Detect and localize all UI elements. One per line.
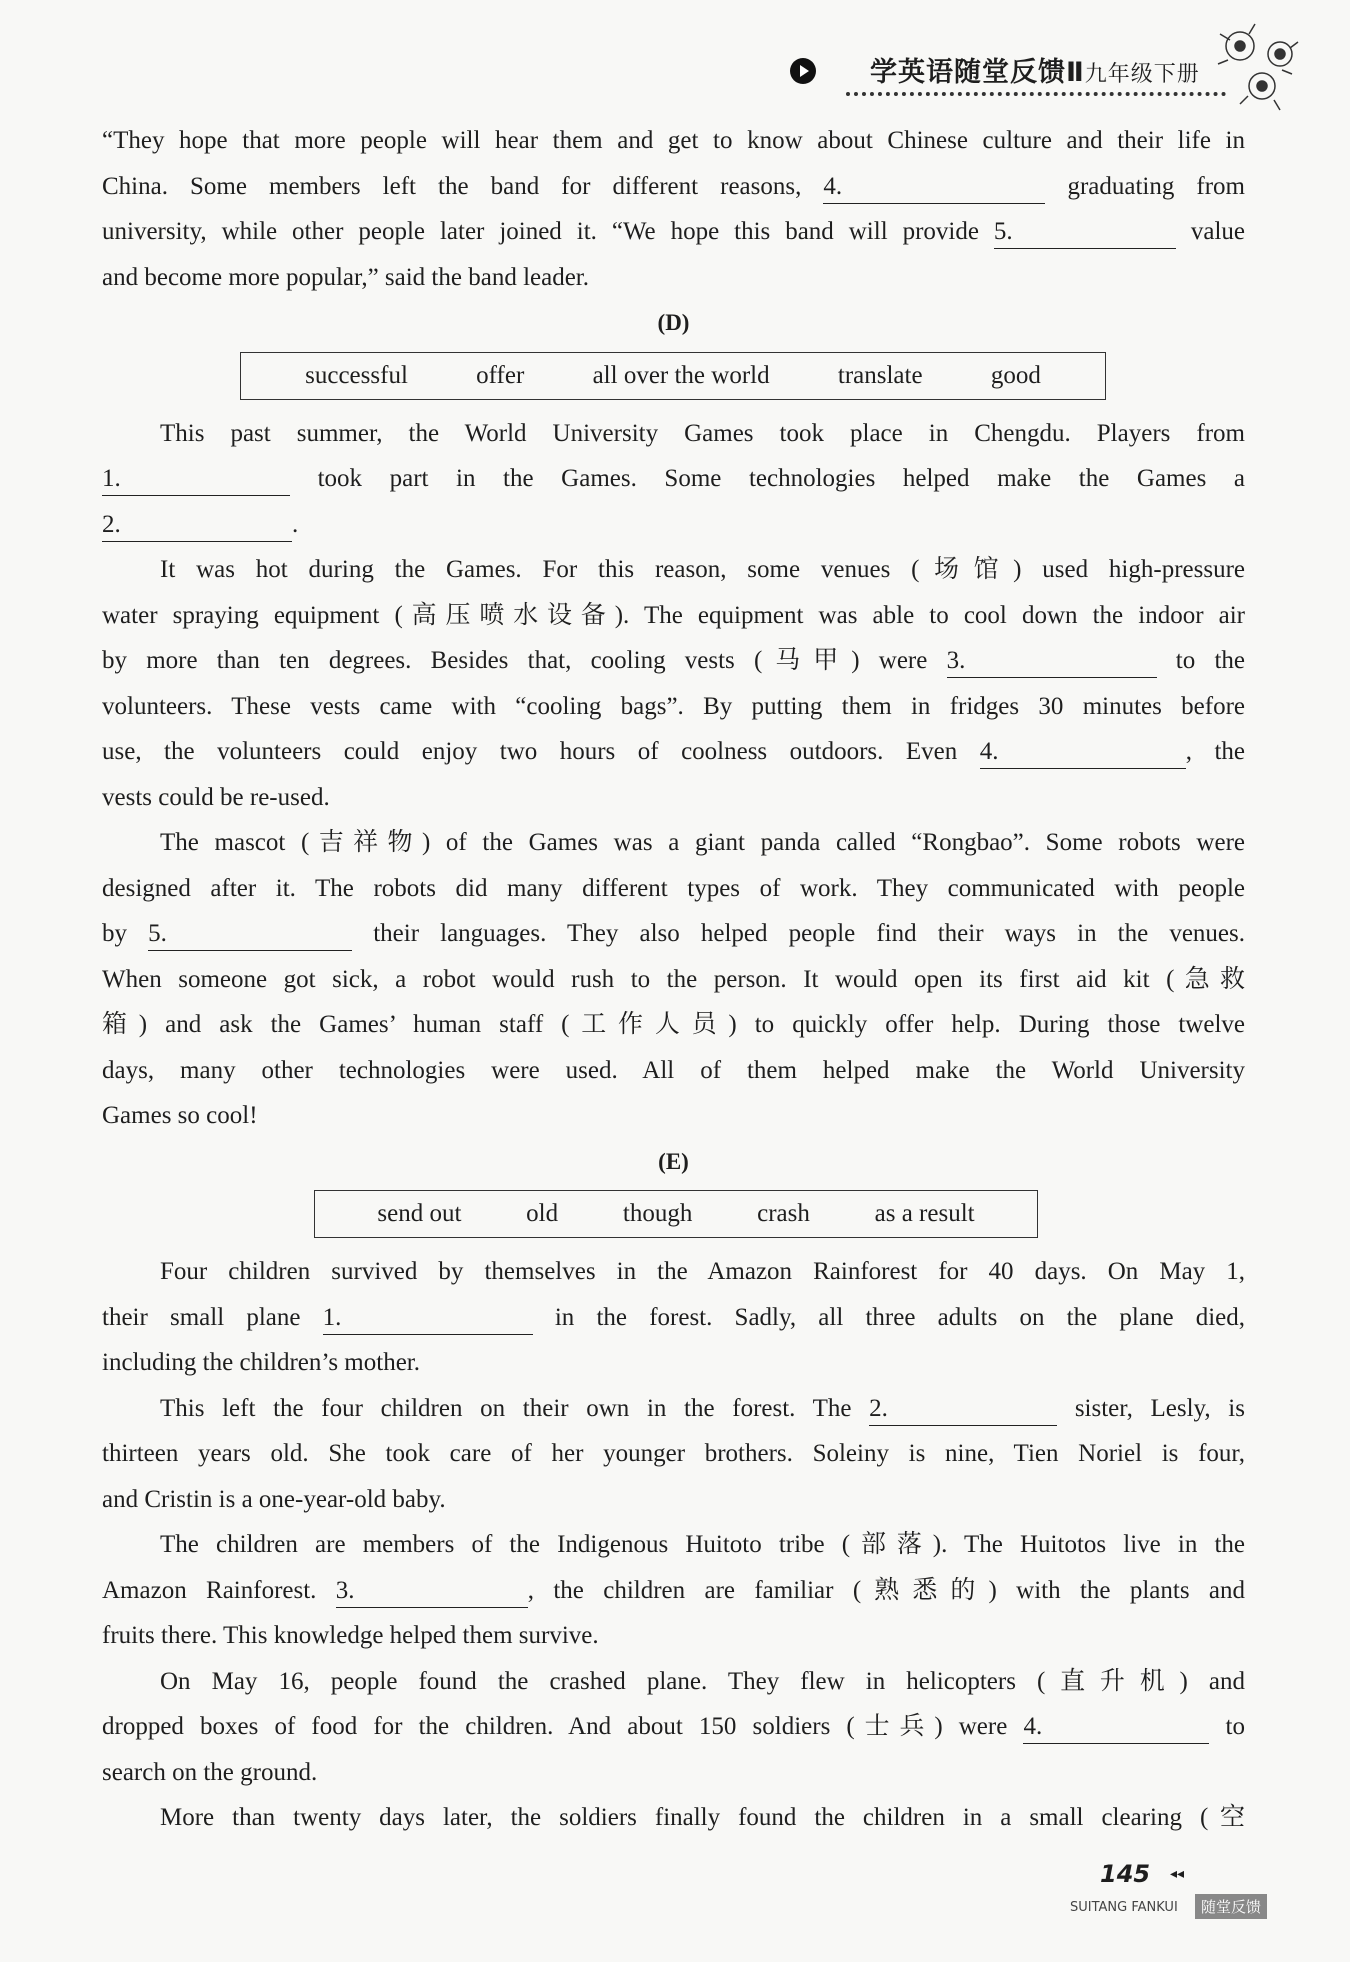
text-line: 箱) and ask the Games’ human staff (工作人员) to quickly offer help. During those twelve [102,1011,1245,1038]
text-line: The mascot (吉祥物) of the Games was a giant panda called “Rongbao”. Some robots were [160,829,1245,856]
answer-blank[interactable]: 1. [102,465,290,496]
word-bank-item: though [622,1200,693,1227]
word-bank-item: successful [305,361,408,389]
word-bank-item: old [526,1200,559,1227]
text-line: university, while other people later joined it. “We hope this band will provide 5. value [102,209,1245,255]
text-line: More than twenty days later, the soldiers finally found the children in a small clearing (空 [160,1804,1245,1831]
text-line: 2. . [102,502,1245,548]
text-line: their small plane 1. in the forest. Sadly, all three adults on the plane died, [102,1295,1245,1341]
text-line: dropped boxes of food for the children. And about 150 soldiers (士兵) were 4. to [102,1704,1245,1750]
section-d-heading: (D) [657,310,690,335]
page-footer [1070,1860,1310,1940]
text-line: fruits there. This knowledge helped them survive. [102,1622,599,1649]
flower-decoration [1200,14,1320,124]
text-line: and Cristin is a one-year-old baby. [102,1485,446,1513]
text-line: This past summer, the World University Games took place in Chengdu. Players from [160,419,1245,447]
text-line: days, many other technologies were used. All of them helped make the World University [102,1056,1245,1084]
text-line: by 5. their languages. They also helped people find their ways in the venues. [102,911,1245,957]
word-bank-d [240,352,1106,400]
answer-blank[interactable]: 1. [323,1304,533,1335]
word-bank-item: translate [837,361,923,389]
book-title: 学英语随堂反馈Ⅱ九年级下册 [870,57,1200,88]
answer-blank[interactable]: 3. [336,1577,528,1608]
word-bank-item: send out [377,1200,462,1227]
page-number: 145 [1100,1860,1151,1888]
worksheet-content [102,118,1245,1841]
text-line: Games so cool! [102,1102,258,1129]
text-line: search on the ground. [102,1758,318,1786]
answer-blank[interactable]: 4. [823,173,1045,204]
play-icon [790,58,816,84]
header-dotted-rule [846,92,1226,96]
text-line: designed after it. The robots did many different types of work. They communicated with people [102,874,1245,902]
word-bank-item: good [990,361,1041,389]
text-line: and become more popular,” said the band leader. [102,263,589,291]
text-line: vests could be re-used. [102,783,330,811]
text-line: volunteers. These vests came with “cooling bags”. By putting them in fridges 30 minutes before [102,692,1245,720]
brand-tag: 随堂反馈 [1195,1894,1267,1919]
answer-blank[interactable]: 2. [102,511,292,542]
answer-blank[interactable]: 5. [148,920,352,951]
word-bank-item: all over the world [592,361,770,389]
answer-blank[interactable]: 5. [994,218,1176,249]
text-line: On May 16, people found the crashed plane. They flew in helicopters (直升机) and [160,1667,1245,1695]
brand-text: SUITANG FANKUI [1070,1900,1178,1915]
text-line: by more than ten degrees. Besides that, cooling vests (马甲) were 3. to the [102,638,1245,684]
text-line: This left the four children on their own in the forest. The 2. sister, Lesly, is [102,1386,1245,1432]
text-line: water spraying equipment (高压喷水设备). The equipment was able to cool down the indoor air [102,601,1245,629]
text-line: China. Some members left the band for different reasons, 4. graduating from [102,164,1245,210]
text-line: use, the volunteers could enjoy two hours of coolness outdoors. Even 4. , the [102,729,1245,775]
text-line: 1. took part in the Games. Some technologies helped make the Games a [102,456,1245,502]
page-header [790,48,1270,108]
text-line: Four children survived by themselves in the Amazon Rainforest for 40 days. On May 1, [160,1258,1245,1285]
text-line: When someone got sick, a robot would rush to the person. It would open its first aid kit (急救 [102,965,1245,993]
answer-blank[interactable]: 4. [1023,1713,1209,1744]
text-line: It was hot during the Games. For this reason, some venues (场馆) used high-pressure [160,556,1245,583]
word-bank-item: as a result [874,1200,975,1227]
text-line: thirteen years old. She took care of her younger brothers. Soleiny is nine, Tien Noriel is four, [102,1440,1245,1467]
answer-blank[interactable]: 3. [947,647,1157,678]
word-bank-item: offer [476,361,525,389]
section-e-heading: (E) [658,1148,689,1174]
text-line: “They hope that more people will hear them and get to know about Chinese culture and their life in [102,127,1245,154]
word-box-row [102,1184,1245,1249]
word-bank-e [314,1190,1038,1238]
text-line: including the children’s mother. [102,1349,420,1376]
word-bank-item: crash [757,1200,810,1227]
double-left-arrow-icon: ◂◂ [1170,1866,1185,1882]
word-box-row [102,346,1245,411]
answer-blank[interactable]: 2. [869,1395,1057,1426]
text-line: The children are members of the Indigenous Huitoto tribe (部落). The Huitotos live in the [160,1531,1245,1558]
text-line: Amazon Rainforest. 3. , the children are familiar (熟悉的) with the plants and [102,1568,1245,1614]
answer-blank[interactable]: 4. [980,738,1186,769]
